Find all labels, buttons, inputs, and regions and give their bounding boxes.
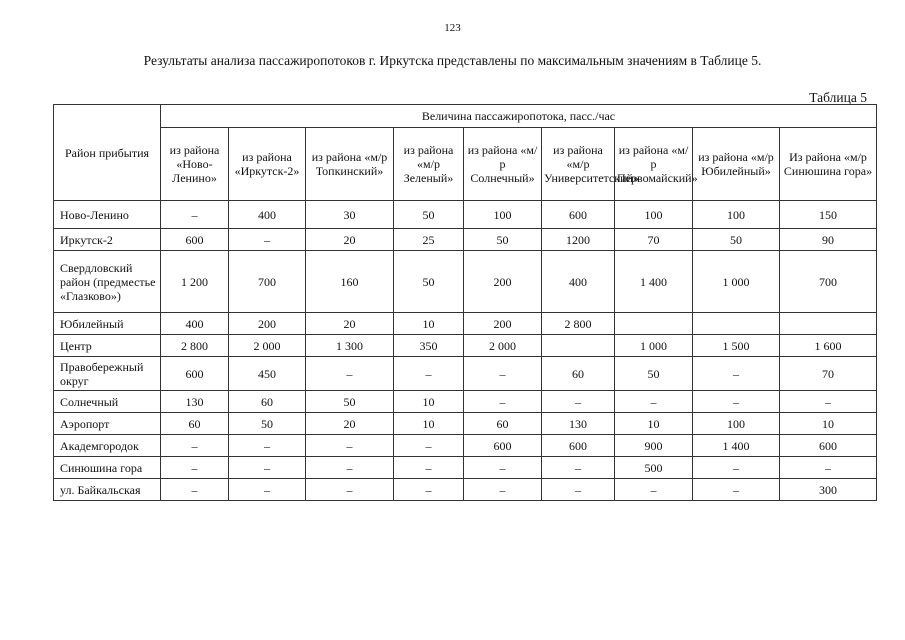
table-row (54, 479, 877, 501)
column-header: из района «м/р Зеленый» (394, 128, 464, 201)
value-cell: – (615, 479, 693, 501)
value-cell: 100 (464, 201, 542, 229)
value-cell: 100 (693, 413, 780, 435)
table-caption: Таблица 5 (809, 90, 867, 105)
table-row (54, 201, 877, 229)
value-cell: 1 500 (693, 335, 780, 357)
value-cell: – (229, 457, 306, 479)
value-cell (693, 313, 780, 335)
table-row (54, 335, 877, 357)
value-cell: 20 (306, 413, 394, 435)
column-header: из района «Ново-Ленино» (161, 128, 229, 201)
value-cell: 10 (615, 413, 693, 435)
value-cell: 70 (615, 229, 693, 251)
value-cell: 100 (615, 201, 693, 229)
value-cell: – (161, 479, 229, 501)
value-cell: – (229, 435, 306, 457)
table-row (54, 413, 877, 435)
table-row (54, 229, 877, 251)
value-cell: 400 (542, 251, 615, 313)
value-cell: 600 (161, 357, 229, 391)
value-cell: 300 (780, 479, 877, 501)
column-header: из района «м/р Университетский» (542, 128, 615, 201)
value-cell: – (542, 457, 615, 479)
value-cell: 1 200 (161, 251, 229, 313)
value-cell: – (394, 357, 464, 391)
value-cell: – (161, 201, 229, 229)
column-header: из района «м/р Топкинский» (306, 128, 394, 201)
value-cell: 1 300 (306, 335, 394, 357)
district-name-cell: Синюшина гора (54, 457, 161, 479)
district-name-cell: Центр (54, 335, 161, 357)
intro-paragraph: Результаты анализа пассажиропотоков г. Иркутска представлены по максимальным значениям в Таблице 5. (143, 53, 762, 68)
value-cell: 60 (229, 391, 306, 413)
value-cell: 130 (161, 391, 229, 413)
district-name-cell: Ново-Ленино (54, 201, 161, 229)
value-cell: 130 (542, 413, 615, 435)
value-cell: 600 (542, 435, 615, 457)
value-cell: 50 (394, 201, 464, 229)
value-cell: – (464, 391, 542, 413)
district-name-cell: ул. Байкальская (54, 479, 161, 501)
value-cell: 1 000 (693, 251, 780, 313)
column-header: из района «м/р Первомайский» (615, 128, 693, 201)
value-cell: – (394, 435, 464, 457)
value-cell: – (693, 357, 780, 391)
value-cell: 2 800 (542, 313, 615, 335)
value-cell: 450 (229, 357, 306, 391)
value-cell: 20 (306, 229, 394, 251)
value-cell (615, 313, 693, 335)
value-cell: 50 (615, 357, 693, 391)
value-cell: – (780, 457, 877, 479)
value-cell: 60 (464, 413, 542, 435)
district-name-cell: Юбилейный (54, 313, 161, 335)
row-header: Район прибытия (54, 105, 161, 201)
value-cell: 10 (394, 313, 464, 335)
district-name-cell: Свердловский район (предместье «Глазково») (54, 251, 161, 313)
column-header: из района «м/р Солнечный» (464, 128, 542, 201)
passenger-flow-table (53, 104, 877, 501)
value-cell: 1 400 (615, 251, 693, 313)
value-cell: 100 (693, 201, 780, 229)
column-header: из района «м/р Юбилейный» (693, 128, 780, 201)
value-cell: – (464, 457, 542, 479)
value-cell: 10 (780, 413, 877, 435)
table-row (54, 251, 877, 313)
value-cell: – (229, 229, 306, 251)
value-cell: – (693, 457, 780, 479)
value-cell: – (464, 357, 542, 391)
column-header: Из района «м/р Синюшина гора» (780, 128, 877, 201)
value-cell: 150 (780, 201, 877, 229)
value-cell: 200 (229, 313, 306, 335)
value-cell: – (161, 457, 229, 479)
value-cell: 50 (229, 413, 306, 435)
value-cell: – (542, 479, 615, 501)
value-cell: – (542, 391, 615, 413)
value-cell: – (306, 457, 394, 479)
value-cell: – (229, 479, 306, 501)
value-cell: – (693, 479, 780, 501)
value-cell: 2 000 (229, 335, 306, 357)
value-cell: 200 (464, 313, 542, 335)
value-cell: 25 (394, 229, 464, 251)
table-row (54, 435, 877, 457)
value-cell: 400 (161, 313, 229, 335)
table-row (54, 457, 877, 479)
district-name-cell: Правобережный округ (54, 357, 161, 391)
value-cell: 700 (780, 251, 877, 313)
value-cell: 700 (229, 251, 306, 313)
value-cell: 900 (615, 435, 693, 457)
value-cell: – (394, 479, 464, 501)
value-cell: 50 (464, 229, 542, 251)
value-cell: 400 (229, 201, 306, 229)
value-cell: 160 (306, 251, 394, 313)
value-cell: 350 (394, 335, 464, 357)
value-cell: – (306, 479, 394, 501)
column-header: из района «Иркутск-2» (229, 128, 306, 201)
value-cell: 200 (464, 251, 542, 313)
table-row (54, 357, 877, 391)
value-cell: – (306, 435, 394, 457)
group-header: Величина пассажиропотока, пасс./час (161, 105, 877, 128)
page-number: 123 (444, 22, 461, 34)
value-cell: 600 (780, 435, 877, 457)
value-cell: 1 400 (693, 435, 780, 457)
value-cell: 50 (306, 391, 394, 413)
value-cell: 1 600 (780, 335, 877, 357)
value-cell: 90 (780, 229, 877, 251)
value-cell: 50 (693, 229, 780, 251)
value-cell (542, 335, 615, 357)
district-name-cell: Аэропорт (54, 413, 161, 435)
value-cell: 10 (394, 391, 464, 413)
district-name-cell: Солнечный (54, 391, 161, 413)
value-cell: – (464, 479, 542, 501)
district-name-cell: Иркутск-2 (54, 229, 161, 251)
table-row (54, 391, 877, 413)
value-cell: 30 (306, 201, 394, 229)
value-cell: 10 (394, 413, 464, 435)
value-cell: – (161, 435, 229, 457)
value-cell: 600 (542, 201, 615, 229)
value-cell: – (306, 357, 394, 391)
value-cell: 1 000 (615, 335, 693, 357)
value-cell: 60 (542, 357, 615, 391)
value-cell: 600 (161, 229, 229, 251)
district-name-cell: Академгородок (54, 435, 161, 457)
value-cell: 1200 (542, 229, 615, 251)
value-cell: 500 (615, 457, 693, 479)
value-cell: 600 (464, 435, 542, 457)
value-cell: 20 (306, 313, 394, 335)
value-cell: – (394, 457, 464, 479)
value-cell: – (780, 391, 877, 413)
value-cell: 2 800 (161, 335, 229, 357)
table-row (54, 313, 877, 335)
value-cell: – (615, 391, 693, 413)
value-cell: 2 000 (464, 335, 542, 357)
value-cell: 50 (394, 251, 464, 313)
value-cell (780, 313, 877, 335)
value-cell: – (693, 391, 780, 413)
value-cell: 60 (161, 413, 229, 435)
value-cell: 70 (780, 357, 877, 391)
